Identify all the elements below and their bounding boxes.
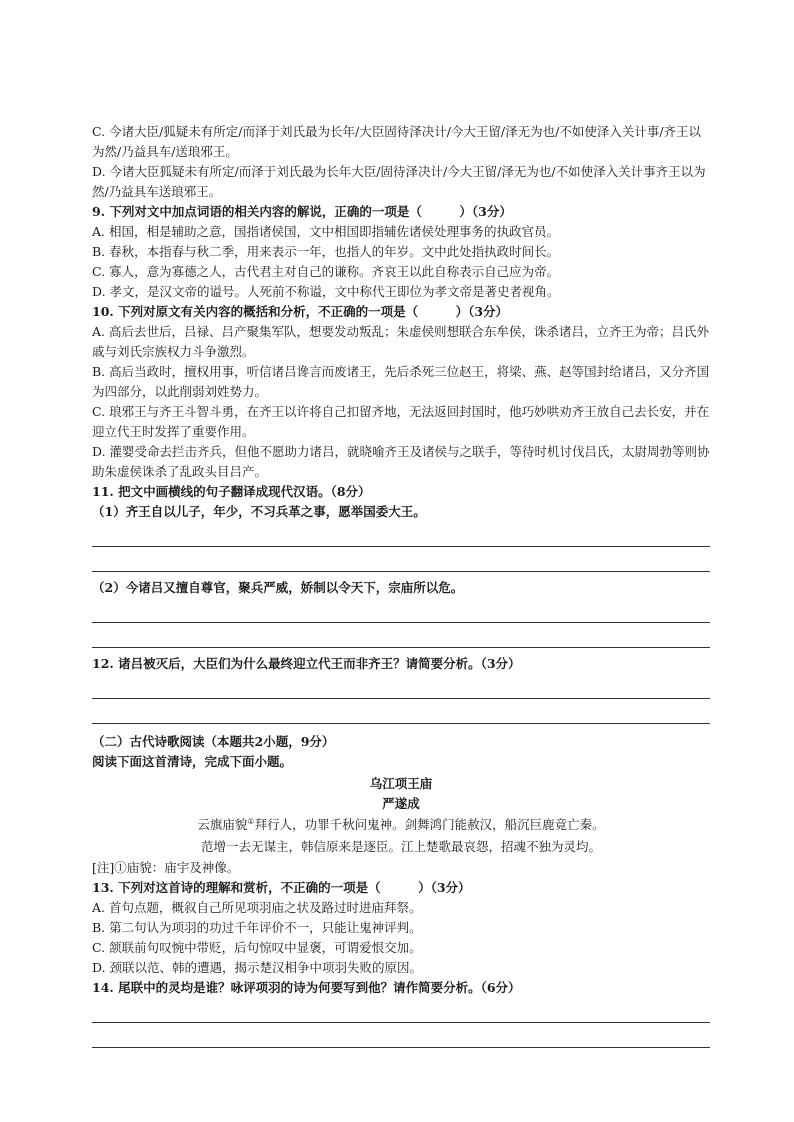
q8-option-c: C. 今诸大臣/狐疑未有所定/而泽于刘氏最为长年/大臣固待泽决计/今大王留/泽无为也/不如使泽入关计事/齐王以为然/乃益具车/送琅邪王。 (92, 124, 702, 159)
q9-option-b: B. 春秋，本指春与秋二季，用来表示一年，也指人的年岁。文中此处指执政时间长。 (92, 244, 560, 259)
poem-author: 严遂成 (382, 796, 420, 811)
q9-stem: 9. 下列对文中加点词语的相关内容的解说，正确的一项是（ ）（3分） (92, 204, 512, 219)
poem-note: [注]①庙貌：庙宇及神像。 (92, 860, 240, 875)
exam-page (92, 122, 710, 1048)
answer-line[interactable] (92, 522, 710, 547)
q13-option-d: D. 颈联以范、韩的遭遇，揭示楚汉相争中项羽失败的原因。 (92, 960, 423, 975)
q11-stem: 11. 把文中画横线的句子翻译成现代汉语。（8分） (92, 484, 371, 499)
footnote-marker: ① (247, 816, 255, 826)
q13-option-b: B. 第二句认为项羽的功过千年评价不一，只能让鬼神评判。 (92, 920, 422, 935)
q8-option-d: D. 今诸大臣狐疑未有所定/而泽于刘氏最为长年大臣/固待泽决计/今大王留/泽无为也/不如使泽入关计事齐王以为然/乃益具车送琅邪王。 (92, 164, 706, 199)
q13-option-a: A. 首句点题，概叙自己所见项羽庙之状及路过时进庙拜祭。 (92, 900, 422, 915)
answer-line[interactable] (92, 674, 710, 699)
answer-line[interactable] (92, 623, 710, 648)
q10-option-d: D. 灌婴受命去拦击齐兵，但他不愿助力诸吕，就晓喻齐王及诸侯与之联手，等待时机讨伐吕氏，太尉周勃等则协助朱虚侯诛杀了乱政头目吕产。 (92, 444, 710, 479)
q11-sentence-1: （1）齐王自以儿子，年少，不习兵革之事，愿举国委大王。 (92, 504, 426, 519)
section2-instruction: 阅读下面这首清诗，完成下面小题。 (92, 754, 293, 769)
q10-option-c: C. 琅邪王与齐王斗智斗勇，在齐王以许将自己扣留齐地，无法返回封国时，他巧妙哄劝齐王放自己去长安，并在迎立代王时发挥了重要作用。 (92, 404, 710, 439)
q14-stem: 14. 尾联中的灵均是谁？咏评项羽的诗为何要写到他？请作简要分析。（6分） (92, 980, 521, 995)
q10-option-b: B. 高后当政时，擅权用事，听信诸吕谗言而废诸王，先后杀死三位赵王，将梁、燕、赵等国封给诸吕，又分齐国为四部分，以此削弱刘姓势力。 (92, 364, 710, 399)
q13-option-c: C. 颔联前句叹惋中带贬，后句惊叹中显褒，可谓爱恨交加。 (92, 940, 422, 955)
answer-line[interactable] (92, 1023, 710, 1048)
q11-sentence-2: （2）今诸吕又擅自尊官，聚兵严威，娇制以令天下，宗庙所以危。 (92, 580, 464, 595)
poem-title: 乌江项王庙 (369, 776, 433, 791)
q9-option-c: C. 寡人，意为寡德之人，古代君主对自己的谦称。齐哀王以此自称表示自己应为帝。 (92, 264, 560, 279)
poem-line-1-b: 拜行人，功罪千秋问鬼神。剑舞鸿门能赦汉，船沉巨鹿竟亡秦。 (254, 817, 605, 832)
q13-stem: 13. 下列对这首诗的理解和赏析，不正确的一项是（ ）（3分） (92, 880, 471, 895)
q10-stem: 10. 下列对原文有关内容的概括和分析，不正确的一项是（ ）（3分） (92, 304, 509, 319)
answer-line[interactable] (92, 699, 710, 724)
answer-line[interactable] (92, 998, 710, 1023)
poem-line-1-a: 云旗庙貌 (197, 817, 248, 832)
q12-stem: 12. 诸吕被灭后，大臣们为什么最终迎立代王而非齐王？请简要分析。（3分） (92, 656, 521, 671)
q9-option-d: D. 孝文，是汉文帝的谥号。人死前不称谥，文中称代王即位为孝文帝是著史者视角。 (92, 284, 560, 299)
poem-line-2: 范增一去无谋主，韩信原来是逐臣。江上楚歌最哀怨，招魂不独为灵均。 (200, 839, 601, 854)
q10-option-a: A. 高后去世后，吕禄、吕产聚集军队，想要发动叛乱；朱虚侯则想联合东牟侯，诛杀诸吕，立齐王为帝；吕氏外戚与刘氏宗族权力斗争激烈。 (92, 324, 709, 359)
section2-title: （二）古代诗歌阅读（本题共2小题，9分） (92, 734, 335, 749)
q9-option-a: A. 相国，相是辅助之意，国指诸侯国，文中相国即指辅佐诸侯处理事务的执政官员。 (92, 224, 559, 239)
poem-line-1 (92, 814, 710, 836)
answer-line[interactable] (92, 547, 710, 572)
answer-line[interactable] (92, 598, 710, 623)
